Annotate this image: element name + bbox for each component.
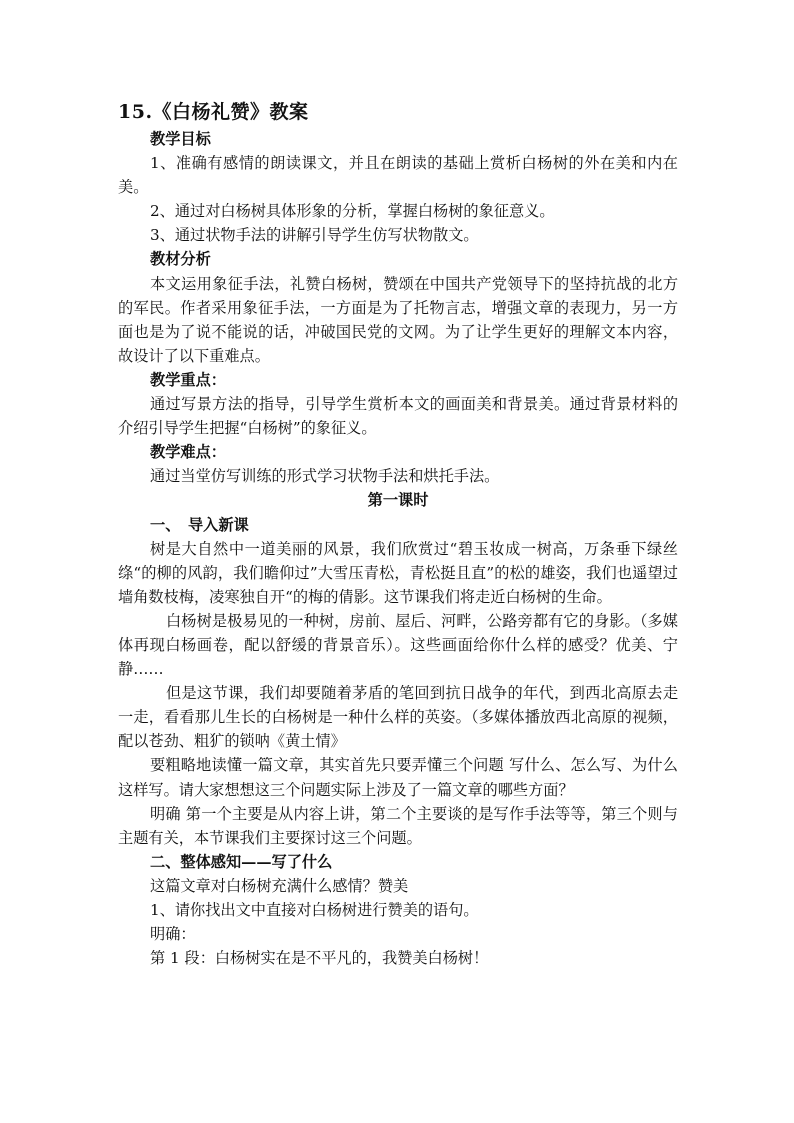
part1-paragraph: 明确 第一个主要是从内容上讲，第二个主要谈的是写作手法等等，第三个则与主题有关，本节课我们主要探讨这三个问题。	[118, 804, 678, 847]
part2-line: 明确：	[150, 925, 196, 944]
difficulty-heading: 教学难点：	[150, 443, 226, 462]
lesson-heading: 第一课时	[367, 491, 429, 510]
goal-item: 3、通过状物手法的讲解引导学生仿写状物散文。	[150, 226, 479, 245]
document-title: 15.《白杨礼赞》教案	[118, 101, 309, 123]
part2-line: 第 1 段：白杨树实在是不平凡的，我赞美白杨树！	[150, 949, 489, 968]
goal-item: 2、通过对白杨树具体形象的分析，掌握白杨树的象征意义。	[150, 202, 555, 221]
part1-paragraph: 白杨树是极易见的一种树，房前、屋后、河畔，公路旁都有它的身影。（多媒体再现白杨画卷，配以舒缓的背景音乐）。这些画面给你什么样的感受？优美、宁静……	[118, 611, 678, 679]
document-body	[118, 97, 678, 970]
part1-paragraph: 树是大自然中一道美丽的风景，我们欣赏过“碧玉妆成一树高，万条垂下绿丝绦“的柳的风韵，我们瞻仰过”大雪压青松，青松挺且直”的松的雄姿，我们也遥望过墙角数枝梅，凌寒独自开“的梅的倩影。这节课我们将走近白杨树的生命。	[118, 539, 678, 606]
focus-paragraph: 通过写景方法的指导，引导学生赏析本文的画面美和背景美。通过背景材料的介绍引导学生把握“白杨树”的象征义。	[118, 395, 678, 438]
focus-heading: 教学重点：	[150, 370, 226, 389]
part1-heading: 一、 导入新课	[150, 515, 249, 534]
part1-paragraph: 但是这节课，我们却要随着茅盾的笔回到抗日战争的年代，到西北高原去走一走，看看那儿生长的白杨树是一种什么样的英姿。（多媒体播放西北高原的视频，配以苍劲、粗犷的锁呐《黄土情》	[118, 684, 678, 751]
material-paragraph: 本文运用象征手法，礼赞白杨树，赞颂在中国共产党领导下的坚持抗战的北方的军民。作者采用象征手法，一方面是为了托物言志，增强文章的表现力，另一方面也是为了说不能说的话，冲破国民党的文网。为了让学生更好的理解文本内容，故设计了以下重难点。	[118, 274, 678, 365]
material-heading: 教材分析	[150, 250, 211, 269]
part2-line: 这篇文章对白杨树充满什么感情？赞美	[150, 876, 409, 895]
goal-item: 1、准确有感情的朗读课文，并且在朗读的基础上赏析白杨树的外在美和内在美。	[118, 154, 678, 197]
part1-paragraph: 要粗略地读懂一篇文章，其实首先只要弄懂三个问题 写什么、怎么写、为什么这样写。请大家想想这三个问题实际上涉及了一篇文章的哪些方面？	[118, 756, 678, 799]
goals-heading: 教学目标	[150, 130, 211, 148]
part2-heading: 二、整体感知——写了什么	[150, 852, 333, 871]
difficulty-paragraph: 通过当堂仿写训练的形式学习状物手法和烘托手法。	[150, 467, 500, 486]
part2-line: 1、请你找出文中直接对白杨树进行赞美的语句。	[150, 901, 479, 919]
